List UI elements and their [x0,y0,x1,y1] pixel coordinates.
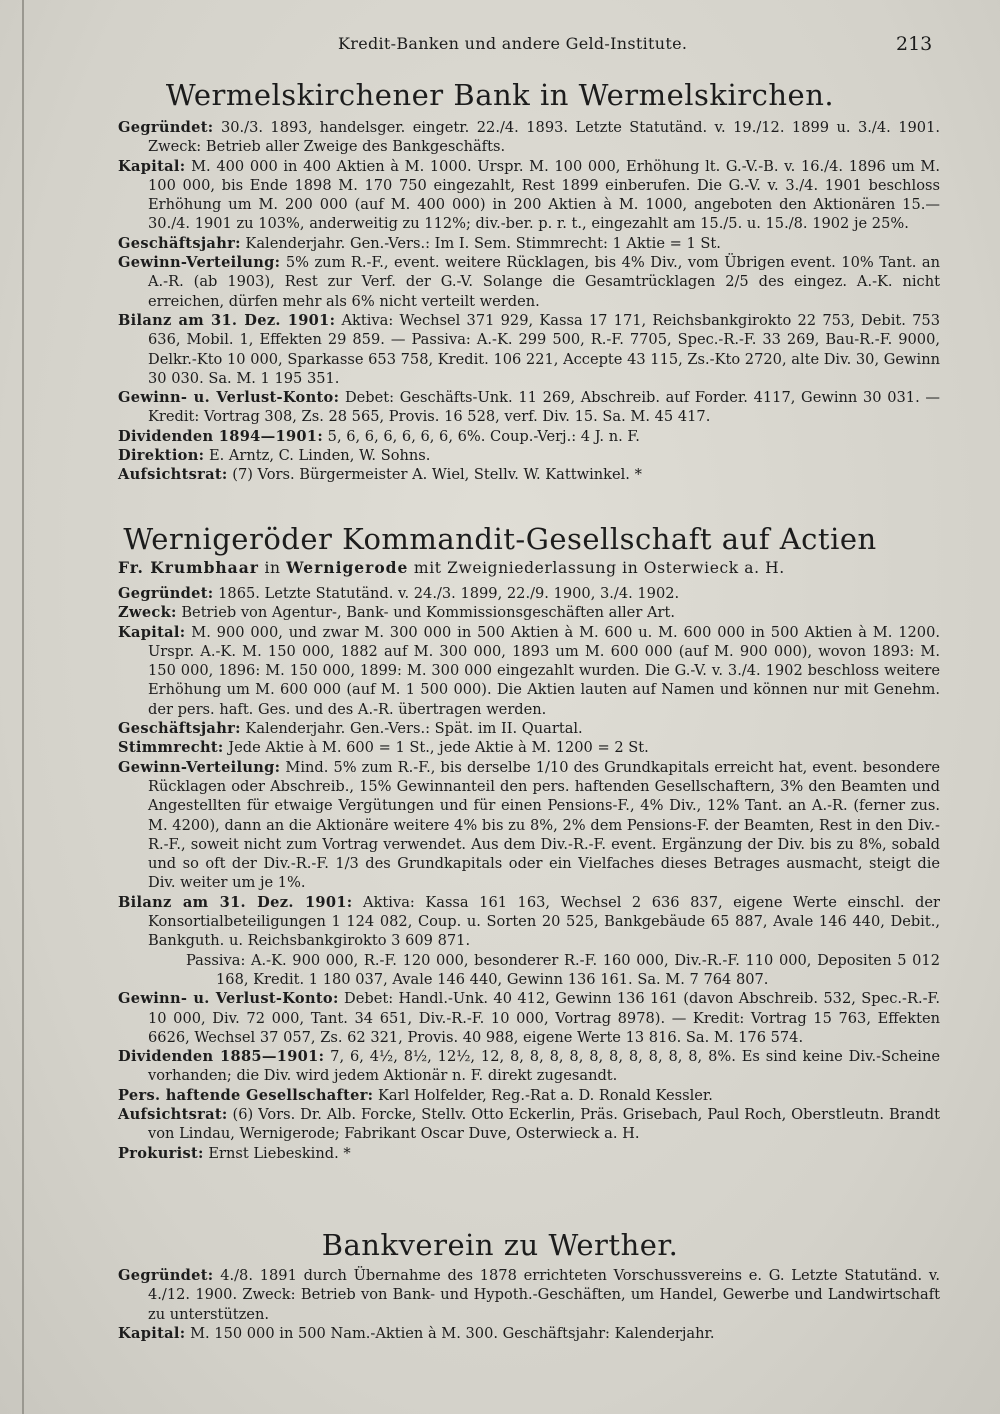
subtitle-city: Wernigerode [286,558,409,577]
entry-gegruendet [118,1266,940,1324]
entry-dividenden [118,427,940,446]
entry-kapital [118,623,940,719]
section-title-wernigeroeder-kg: Wernigeröder Kommandit-Gesellschaft auf Actien [123,522,877,556]
entry-label: Bilanz am 31. Dez. 1901: [118,311,336,329]
entry-text: Kalenderjahr. Gen.-Vers.: Im I. Sem. Stimmrecht: 1 Aktie = 1 St. [245,234,721,252]
entry-gewinn-verlust-konto [118,388,940,427]
entry-gegruendet [118,118,940,157]
entry-aufsichtsrat [118,465,940,484]
entry-text: Kalenderjahr. Gen.-Vers.: Spät. im II. Quartal. [245,720,583,738]
entry-label: Pers. haftende Gesellschafter: [118,1086,374,1104]
entry-text: M. 900 000, und zwar M. 300 000 in 500 Aktien à M. 600 u. M. 600 000 in 500 Aktien à M. 1200. Urspr. A.-K. M. 150 000, 1882 auf M. 300 000, 1893 um M. 600 000 (auf M. 900 000), wovon 1893: M. 150 000, 1896: M. 150 000, 1899: M. 300 000 eingezahlt wurden. Die G.-V. v. 3./4. 1902 beschloss weitere Erhöhung um M. 600 000 (auf M. 1 500 000). Die Aktien lauten auf Namen und können nur mit Genehm. der pers. haft. Ges. und des A.-R. übertragen werden. [148,623,941,718]
entry-text: Karl Holfelder, Reg.-Rat a. D. Ronald Kessler. [378,1086,713,1104]
entry-text: 5% zum R.-F., event. weitere Rücklagen, bis 4% Div., vom Übrigen event. 10% Tant. an A.-R. (ab 1903), Rest zur Verf. der G.-V. Solange die Gesamtrücklagen 2/5 des eingez. A.-K. nicht erreichen, dürfen mehr als 6% nicht verteilt werden. [148,254,940,310]
entry-label: Dividenden 1885—1901: [118,1048,325,1066]
entry-text: 5, 6, 6, 6, 6, 6, 6, 6%. Coup.-Verj.: 4 J. n. F. [327,427,640,445]
section-title-bankverein-werther: Bankverein zu Werther. [321,1228,679,1262]
entry-text: Aktiva: Wechsel 371 929, Kassa 17 171, Reichsbankgirokto 22 753, Debit. 753 636, Mobil. 1, Effekten 29 859. — Passiva: A.-K. 299 500, R.-F. 7705, Spec.-R.-F. 33 269, Bau-R.-F. 9000, Delkr.-Kto 10 000, Sparkasse 653 758, Kredit. 106 221, Accepte 43 115, Zs.-Kto 2720, alte Div. 30, Gewinn 30 030. Sa. M. 1 195 351. [148,311,940,387]
section-body-bankverein-werther [118,1266,940,1343]
section-title-wermelskirchener-bank: Wermelskirchener Bank in Wermelskirchen. [165,78,835,112]
entry-gewinn-verlust-konto [118,989,940,1047]
entry-text: 7, 6, 4½, 8½, 12½, 12, 8, 8, 8, 8, 8, 8, 8, 8, 8, 8, 8%. Es sind keine Div.-Scheine vorhanden; die Div. wird jedem Aktionär n. F. direkt zugesandt. [148,1048,940,1085]
page-number: 213 [896,33,933,55]
entry-label: Dividenden 1894—1901: [118,427,324,445]
entry-label: Gegründet: [118,1267,214,1284]
entry-label: Gewinn- u. Verlust-Konto: [118,990,339,1008]
entry-label: Gewinn- u. Verlust-Konto: [118,389,340,407]
entry-text: Betrieb von Agentur-, Bank- und Kommissionsgeschäften aller Art. [181,604,675,622]
subtitle-branch: mit Zweigniederlassung in Osterwieck a. H. [413,559,785,577]
entry-pers-haftende-gesellschafter [118,1086,940,1105]
entry-text: Debet: Handl.-Unk. 40 412, Gewinn 136 161 (davon Abschreib. 532, Spec.-R.-F. 10 000, Div. 72 000, Tant. 34 651, Div.-R.-F. 10 000, Vortrag 8978). — Kredit: Vortrag 15 763, Effekten 6626, Wechsel 37 057, Zs. 62 321, Provis. 40 988, eigene Werte 13 816. Sa. M. 176 574. [148,990,941,1046]
entry-text: Debet: Geschäfts-Unk. 11 269, Abschreib. auf Forder. 4117, Gewinn 30 031. — Kredit: Vortrag 308, Zs. 28 565, Provis. 16 528, verf. Div. 15. Sa. M. 45 417. [148,389,940,426]
page-binding-edge [22,0,24,1414]
entry-label: Zweck: [118,604,177,622]
entry-zweck [118,603,940,622]
entry-gegruendet [118,584,940,603]
entry-text: Mind. 5% zum R.-F., bis derselbe 1/10 des Grundkapitals erreicht hat, event. besondere Rücklagen oder Abschreib., 15% Gewinnanteil den pers. haftenden Gesellschaftern, 3% den Beamten und Angestellten für etwaige Vergütungen und für einen Pensions-F., 4% Div., 12% Tant. an A.-R. (ferner zus. M. 4200), dann an die Aktionäre weitere 4% bis zu 8%, 2% dem Pensions-F. der Beamten, Rest in den Div.-R.-F., soweit nicht zum Vortrag verwendet. Aus dem Div.-R.-F. event. Ergänzung der Div. bis zu 8%, sobald und so oft der Div.-R.-F. 1/3 des Grundkapitals oder ein Vielfaches dieses Betrages ausmacht, steigt die Div. weiter um je 1%. [148,758,940,892]
entry-text: M. 400 000 in 400 Aktien à M. 1000. Urspr. M. 100 000, Erhöhung lt. G.-V.-B. v. 16./4. 1896 um M. 100 000, bis Ende 1898 M. 170 750 eingezahlt, Rest 1899 einberufen. Die G.-V. v. 3./4. 1901 beschloss Erhöhung um M. 200 000 (auf M. 400 000) in 200 Aktien à M. 1000, angeboten den Aktionären 15.—30./4. 1901 zu 103%, anderweitig zu 112%; div.-ber. p. r. t., eingezahlt am 15./5. u. 15./8. 1902 je 25%. [148,157,940,233]
entry-label: Aufsichtsrat: [118,1106,228,1124]
entry-text: Passiva: A.-K. 900 000, R.-F. 120 000, besonderer R.-F. 160 000, Div.-R.-F. 110 000, Depositen 5 012 168, Kredit. 1 180 037, Avale 146 440, Gewinn 136 161. Sa. M. 7 764 807. [186,951,940,988]
entry-text: E. Arntz, C. Linden, W. Sohns. [208,447,431,465]
subtitle-in: in [264,559,281,577]
entry-geschaeftsjahr [118,234,940,253]
entry-text: Ernst Liebeskind. * [208,1144,351,1162]
entry-label: Stimmrecht: [118,739,224,757]
entry-text: 1865. Letzte Statutänd. v. 24./3. 1899, 22./9. 1900, 3./4. 1902. [218,585,680,602]
entry-label: Gegründet: [118,585,214,602]
entry-geschaeftsjahr [118,719,940,738]
entry-label: Gewinn-Verteilung: [118,758,281,776]
entry-bilanz-passiva [118,951,940,990]
section-body-wernigeroeder-kg [118,584,940,1163]
entry-bilanz [118,311,940,388]
entry-text: (7) Vors. Bürgermeister A. Wiel, Stellv. W. Kattwinkel. * [232,466,642,484]
entry-label: Prokurist: [118,1144,204,1162]
entry-bilanz [118,893,940,951]
entry-direktion [118,446,940,465]
section-subtitle-wernigeroeder-kg [118,558,948,577]
entry-text: 4./8. 1891 durch Übernahme des 1878 errichteten Vorschussvereins e. G. Letzte Statutänd. v. 4./12. 1900. Zweck: Betrieb von Bank- und Hypoth.-Geschäften, um Handel, Gewerbe und Landwirtschaft zu unterstützen. [148,1267,941,1323]
entry-prokurist [118,1144,940,1163]
entry-label: Geschäftsjahr: [118,234,241,252]
running-head: Kredit-Banken und andere Geld-Institute. [338,34,688,53]
entry-gewinn-verteilung [118,253,940,311]
entry-text: Jede Aktie à M. 600 = 1 St., jede Aktie à M. 1200 = 2 St. [228,739,649,757]
entry-kapital [118,1324,940,1343]
entry-text: 30./3. 1893, handelsger. eingetr. 22./4. 1893. Letzte Statutänd. v. 19./12. 1899 u. 3./4. 1901. Zweck: Betrieb aller Zweige des Bankgeschäfts. [148,119,940,156]
subtitle-firm: Fr. Krumbhaar [118,558,259,577]
entry-gewinn-verteilung [118,758,940,893]
entry-label: Gewinn-Verteilung: [118,254,281,272]
section-body-wermelskirchener-bank [118,118,940,485]
entry-text: M. 150 000 in 500 Nam.-Aktien à M. 300. Geschäftsjahr: Kalenderjahr. [190,1324,715,1342]
entry-label: Geschäftsjahr: [118,720,241,738]
entry-dividenden [118,1047,940,1086]
entry-text: Aktiva: Kassa 161 163, Wechsel 2 636 837, eigene Werte einschl. der Konsortialbeteiligungen 1 124 082, Coup. u. Sorten 20 525, Bankgebäude 65 887, Avale 146 440, Debit., Bankguth. u. Reichsbankgirokto 3 609 871. [148,893,941,950]
entry-label: Aufsichtsrat: [118,466,228,484]
entry-label: Kapital: [118,157,186,175]
entry-label: Bilanz am 31. Dez. 1901: [118,893,353,911]
entry-label: Direktion: [118,447,205,465]
entry-text: (6) Vors. Dr. Alb. Forcke, Stellv. Otto Eckerlin, Präs. Grisebach, Paul Roch, Oberstleutn. Brandt von Lindau, Wernigerode; Fabrikant Oscar Duve, Osterwieck a. H. [148,1106,940,1143]
entry-kapital [118,157,940,234]
entry-label: Kapital: [118,623,186,641]
entry-stimmrecht [118,738,940,757]
entry-label: Gegründet: [118,119,214,136]
entry-aufsichtsrat [118,1105,940,1144]
entry-label: Kapital: [118,1324,186,1342]
